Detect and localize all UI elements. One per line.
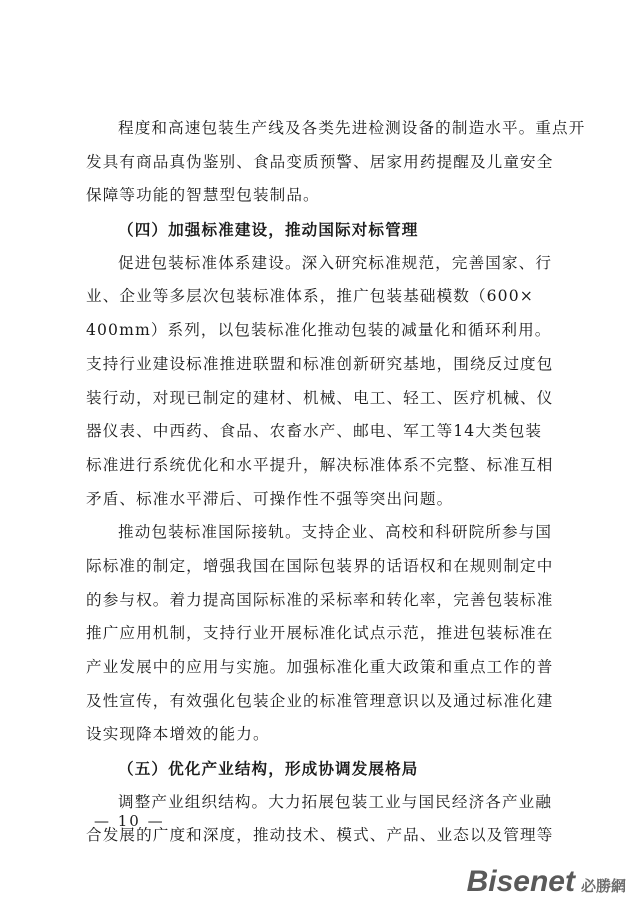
text-line: 促进包装标准体系建设。深入研究标准规范，完善国家、行 <box>118 253 553 272</box>
watermark-logo-text: Bisenet <box>466 865 575 898</box>
text-line: 装行动，对现已制定的建材、机械、电工、轻工、医疗机械、仪 <box>86 388 554 407</box>
text-line: 的参与权。着力提高国际标准的采标率和转化率，完善包装标准 <box>86 590 554 609</box>
text-line: 推动包装标准国际接轨。支持企业、高校和科研院所参与国 <box>118 523 553 542</box>
text-line: 发具有商品真伪鉴别、食品变质预警、居家用药提醒及儿童安全 <box>86 152 554 171</box>
paragraph <box>86 247 564 517</box>
text-line: 产业发展中的应用与实施。加强标准化重大政策和重点工作的普 <box>86 658 554 676</box>
text-line: 器仪表、中西药、食品、农畜水产、邮电、军工等14大类包装 <box>86 422 543 441</box>
text-line: 支持行业建设标准推进联盟和标准创新研究基地，围绕反过度包 <box>86 354 554 373</box>
text-line: 调整产业组织结构。大力拓展包装工业与国民经济各产业融 <box>118 792 553 811</box>
text-line: 矛盾、标准水平滞后、可操作性不强等突出问题。 <box>86 489 454 508</box>
text-line: 推广应用机制，支持行业开展标准化试点示范，推进包装标准在 <box>86 624 554 643</box>
text-line: 业、企业等多层次包装标准体系，推广包装基础模数（600× <box>86 287 534 306</box>
text-line: 合发展的广度和深度，推动技术、模式、产品、业态以及管理等 <box>86 826 554 845</box>
site-watermark <box>467 865 626 899</box>
page-number: — 10 — <box>94 812 165 830</box>
paragraph <box>86 516 564 752</box>
watermark-cjk-text: 必勝網 <box>580 877 626 895</box>
text-line: 保障等功能的智慧型包装制品。 <box>86 186 320 205</box>
section-heading <box>86 213 564 247</box>
text-line: 际标准的制定，增强我国在国际包装界的话语权和在规则制定中 <box>86 556 554 575</box>
text-line: 程度和高速包装生产线及各类先进检测设备的制造水平。重点开 <box>118 119 586 137</box>
heading-line: （五）优化产业结构，形成协调发展格局 <box>118 759 419 779</box>
document-body <box>86 112 586 853</box>
paragraph <box>86 112 586 213</box>
text-line: 标准进行系统优化和水平提升，解决标准体系不完整、标准互相 <box>86 455 554 474</box>
text-line: 设实现降本增效的能力。 <box>86 725 270 744</box>
section-heading <box>86 752 564 786</box>
heading-line: （四）加强标准建设，推动国际对标管理 <box>118 220 419 240</box>
text-line: 400mm）系列，以包装标准化推动包装的减量化和循环利用。 <box>86 321 552 340</box>
text-line: 及性宣传，有效强化包装企业的标准管理意识以及通过标准化建 <box>86 691 554 710</box>
